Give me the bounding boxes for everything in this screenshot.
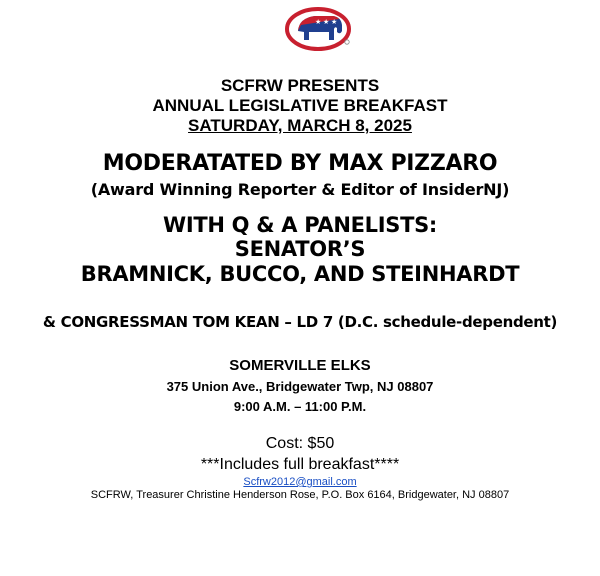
venue-name: SOMERVILLE ELKS — [229, 357, 371, 374]
svg-text:★: ★ — [331, 18, 338, 26]
header-presents: SCFRW PRESENTS — [220, 76, 380, 95]
header-date-wrap — [0, 116, 600, 136]
header-date: SATURDAY, MARCH 8, 2025 — [188, 116, 412, 135]
panel-title: SENATOR’S — [234, 237, 366, 261]
panel-names: BRAMNICK, BUCCO, AND STEINHARDT — [80, 262, 520, 286]
svg-text:★: ★ — [315, 18, 322, 26]
cost-includes: ***Includes full breakfast**** — [200, 456, 400, 473]
moderator-line: MODERATATED BY MAX PIZZARO — [102, 151, 498, 176]
svg-text:★: ★ — [323, 18, 330, 26]
contact-email-link[interactable]: Scfrw2012@gmail.com — [243, 476, 357, 488]
venue-time: 9:00 A.M. – 11:00 P.M. — [233, 399, 367, 414]
header-event-title: ANNUAL LEGISLATIVE BREAKFAST — [152, 96, 448, 115]
gop-elephant-logo — [285, 4, 355, 54]
panel-intro: WITH Q & A PANELISTS: — [162, 213, 438, 237]
moderator-credit: (Award Winning Reporter & Editor of InsiderNJ) — [90, 180, 510, 199]
cost-label: Cost: $50 — [265, 435, 335, 452]
congressman-line: & CONGRESSMAN TOM KEAN – LD 7 (D.C. schedule-dependent) — [42, 313, 558, 331]
gop-elephant-icon — [285, 4, 355, 54]
contact-mailing: SCFRW, Treasurer Christine Henderson Rose, P.O. Box 6164, Bridgewater, NJ 08807 — [90, 489, 510, 501]
contact-email-wrap — [0, 476, 600, 488]
venue-address: 375 Union Ave., Bridgewater Twp, NJ 08807 — [166, 379, 434, 394]
